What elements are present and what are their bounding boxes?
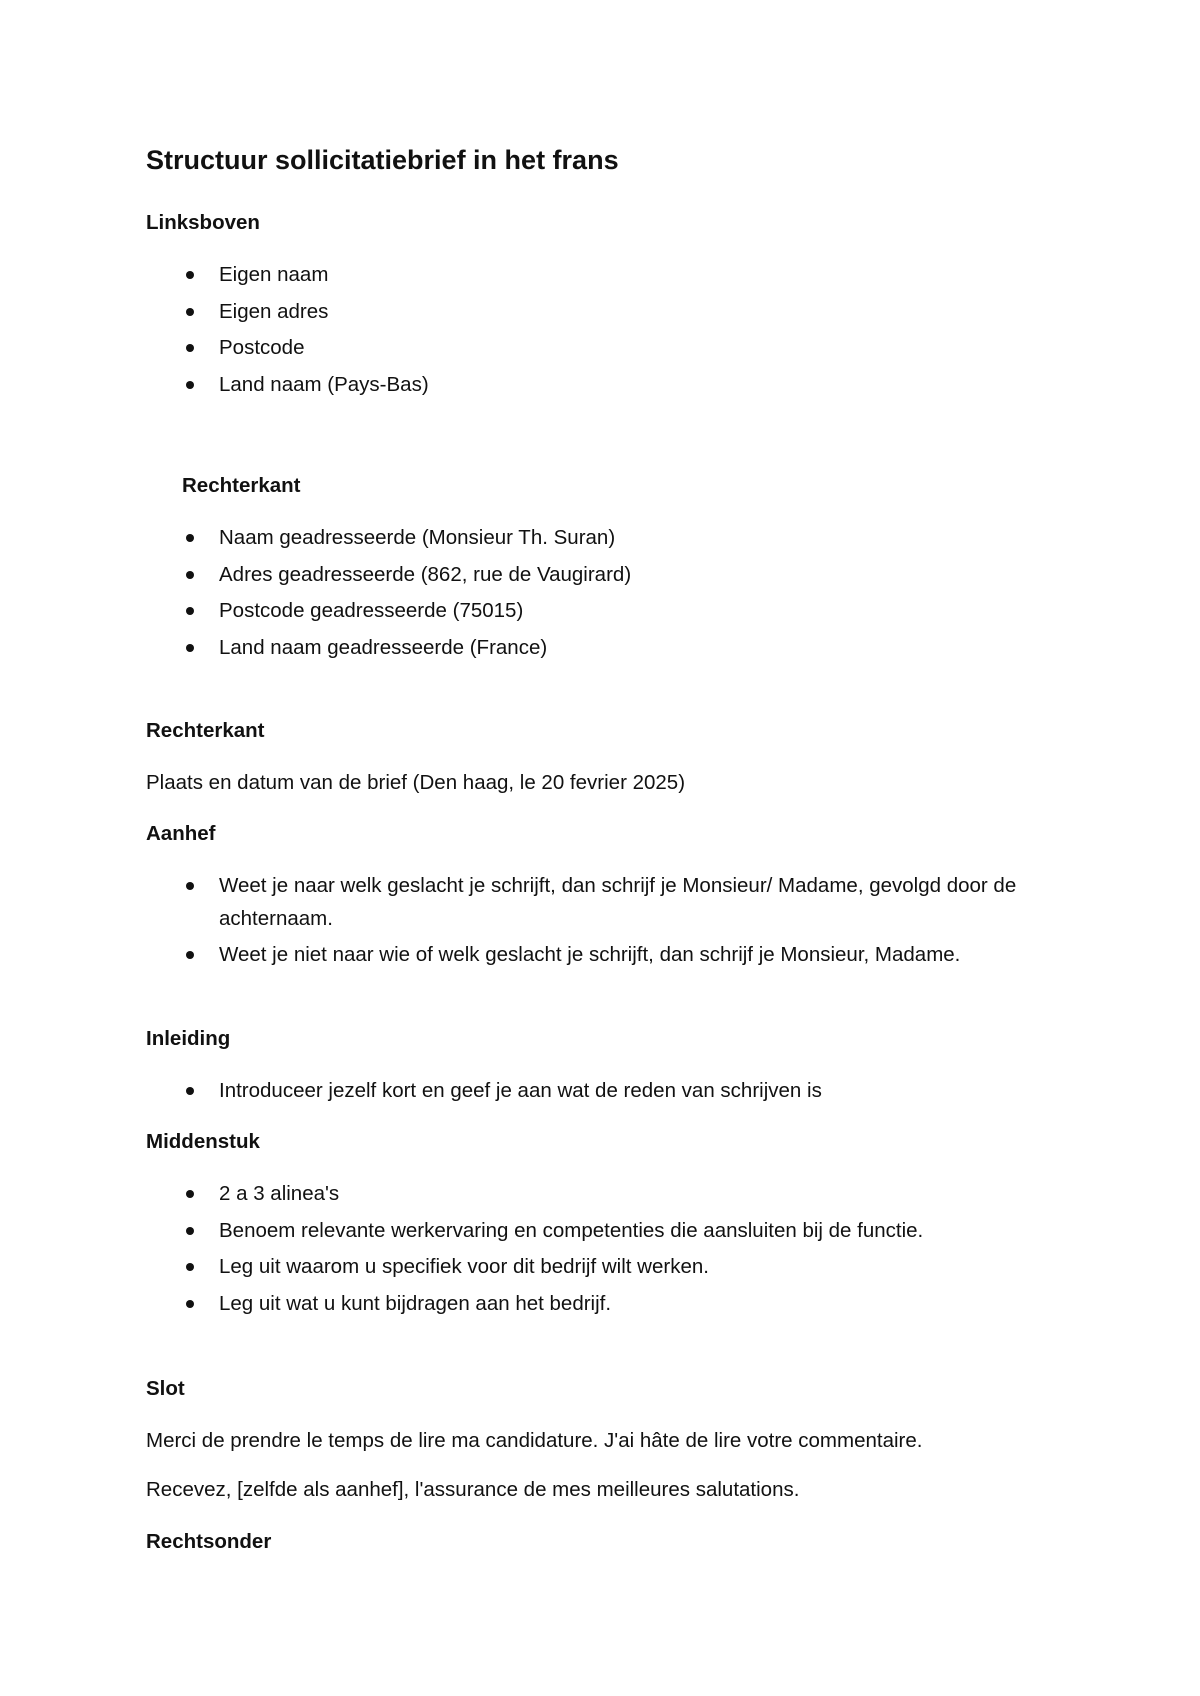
- list-item: Eigen adres: [146, 295, 1046, 332]
- closing-paragraph: Merci de prendre le temps de lire ma candidature. J'ai hâte de lire votre commentaire.: [146, 1429, 923, 1452]
- list-item: Land naam geadresseerde (France): [146, 631, 1046, 668]
- list-item: Postcode geadresseerde (75015): [146, 594, 1046, 631]
- bullet-icon: [186, 381, 194, 389]
- closing-salutation: Recevez, [zelfde als aanhef], l'assurance de mes meilleures salutations.: [146, 1478, 800, 1501]
- heading-rechtsonder: Rechtsonder: [146, 1530, 272, 1553]
- list-item: Land naam (Pays-Bas): [146, 368, 1046, 405]
- list-inleiding: [146, 1074, 1046, 1111]
- heading-linksboven: Linksboven: [146, 211, 260, 234]
- heading-rechterkant-date: Rechterkant: [146, 719, 265, 742]
- bullet-icon: [186, 607, 194, 615]
- list-item: Introduceer jezelf kort en geef je aan wat de reden van schrijven is: [146, 1074, 1046, 1111]
- bullet-icon: [186, 344, 194, 352]
- bullet-icon: [186, 1300, 194, 1308]
- list-linksboven: [146, 258, 1046, 404]
- bullet-icon: [186, 1190, 194, 1198]
- list-item: Leg uit waarom u specifiek voor dit bedrijf wilt werken.: [146, 1250, 1046, 1287]
- list-item: Postcode: [146, 331, 1046, 368]
- list-aanhef: [146, 869, 1046, 1007]
- bullet-icon: [186, 1263, 194, 1271]
- bullet-icon: [186, 644, 194, 652]
- bullet-icon: [186, 571, 194, 579]
- bullet-icon: [186, 1227, 194, 1235]
- list-item: Leg uit wat u kunt bijdragen aan het bedrijf.: [146, 1287, 1046, 1324]
- list-item: Eigen naam: [146, 258, 1046, 295]
- bullet-icon: [186, 534, 194, 542]
- list-item: Weet je niet naar wie of welk geslacht je schrijft, dan schrijf je Monsieur, Madame.: [146, 938, 1046, 1007]
- page-title: Structuur sollicitatiebrief in het frans: [146, 145, 619, 175]
- heading-rechterkant-address: Rechterkant: [182, 474, 301, 497]
- list-rechterkant: [146, 521, 1046, 667]
- heading-slot: Slot: [146, 1377, 185, 1400]
- list-item: Adres geadresseerde (862, rue de Vaugirard): [146, 558, 1046, 595]
- bullet-icon: [186, 271, 194, 279]
- bullet-icon: [186, 951, 194, 959]
- bullet-icon: [186, 308, 194, 316]
- heading-inleiding: Inleiding: [146, 1027, 231, 1050]
- date-line: Plaats en datum van de brief (Den haag, le 20 fevrier 2025): [146, 771, 686, 794]
- bullet-icon: [186, 882, 194, 890]
- heading-middenstuk: Middenstuk: [146, 1130, 260, 1153]
- heading-aanhef: Aanhef: [146, 822, 216, 845]
- list-item: Benoem relevante werkervaring en competenties die aansluiten bij de functie.: [146, 1214, 1046, 1251]
- bullet-icon: [186, 1087, 194, 1095]
- list-middenstuk: [146, 1177, 1046, 1323]
- list-item: Weet je naar welk geslacht je schrijft, dan schrijf je Monsieur/ Madame, gevolgd door de achternaam.: [146, 869, 1046, 938]
- list-item: Naam geadresseerde (Monsieur Th. Suran): [146, 521, 1046, 558]
- list-item: 2 a 3 alinea's: [146, 1177, 1046, 1214]
